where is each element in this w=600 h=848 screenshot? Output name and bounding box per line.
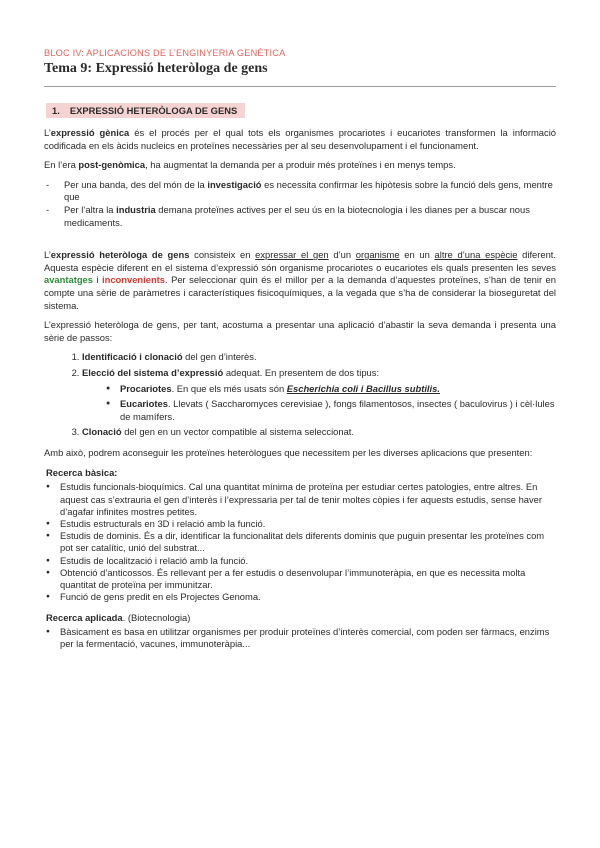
header-divider <box>44 86 556 87</box>
definition-paragraph: L’expressió heteròloga de gens consisteix en expressar el gen d’un organisme en un altre d’una espècie diferent. Aquesta espècie diferent en el sistema d’expressió són organisme procariotes o eucariotes els quals presenten les seves avantatges i inconvenients. Per seleccionar quin és el millor per a la demanda d’aquestes proteïnes, s’han de tenir en compte una sèrie de paràmetres i característiques fisicoquímiques, a la vegada que s’ha de considerar la bioseguretat del sistema. <box>44 249 557 311</box>
step-1: 1. Identificació i clonació del gen d’interès. <box>82 351 556 364</box>
applied-research-heading: Recerca aplicada. (Biotecnologia) <box>46 611 191 623</box>
step-3: 3. Clonació del gen en un vector compatible al sistema seleccionat. <box>82 426 556 439</box>
system-eukaryotes: ● Eucariotes. Llevats ( Saccharomyces cerevisiae ), fongs filamentosos, insectes ( baculovirus ) i cèl·lules de mamífers. <box>106 398 556 423</box>
topic-name: Expressió heteròloga de gens <box>95 61 268 76</box>
prokaryote-examples: Escherichia coli i Bacillus subtilis. <box>286 382 440 394</box>
advantages-highlight: avantatges <box>44 274 93 286</box>
section-title-text: EXPRESSIÓ HETERÒLOGA DE GENS <box>69 105 238 116</box>
section-heading <box>46 103 245 118</box>
steps-list <box>44 351 556 439</box>
term-gene-expression: expressió gènica <box>50 127 130 138</box>
list-item: ● Estudis funcionals-bioquímics. Cal una quantitat mínima de proteïna per estudiar certes patologies, entre altres. En aquest cas s’extrauria el gen d’interès i l’expressaria per tal de tenir moltes còpies i fer aquests estudis, sense haver d’agafar infinites mostres petites. <box>46 481 556 518</box>
basic-research-heading: Recerca bàsica: <box>46 467 118 479</box>
list-item: ● Estudis de localització i relació amb la funció. <box>46 555 556 567</box>
topic-title <box>44 61 556 77</box>
demand-item-industry: - Per l’altra la industria demana proteïnes actives per el seu ús en la biotecnologia i les dianes per a buscar nous medicaments. <box>44 204 556 229</box>
list-item: ● Obtenció d’anticossos. És rellevant per a fer estudis o desenvolupar l’immunoteràpia, en que es necessita molta quantitat de proteïna per immunitzar. <box>46 567 556 591</box>
list-item: ● Funció de gens predit en els Projectes Genoma. <box>46 591 556 603</box>
steps-intro: L’expressió heteròloga de gens, per tant, acostuma a presentar una aplicació d’abastir la seva demanda i presenta una sèrie de passos: <box>44 319 556 343</box>
basic-research-list <box>44 481 556 603</box>
demand-item-research: - Per una banda, des del món de la investigació es necessita confirmar les hipòtesis sobre la funció dels gens, mentre que <box>44 179 556 204</box>
term-heterologous-expression: expressió heteròloga de gens <box>50 249 190 261</box>
list-item: ● Bàsicament es basa en utilitzar organismes per produir proteïnes d’interès comercial, com poden ser fàrmacs, enzims per la fermentació, vacunes, immunoteràpia... <box>46 626 556 650</box>
topic-prefix: Tema 9: <box>44 61 96 76</box>
step-2: 2. Elecció del sistema d’expressió adequat. En presentem de dos tipus: ● Procariotes. En que els més usats són Escherichia coli i Bacillus subtilis. ● Eucariotes. Llevats ( Saccharomyces cerevisiae ), fongs filamentosos, insectes ( baculovirus ) i cèl·lules de mamífers. <box>82 367 556 423</box>
term-post-genomic: post-genòmica <box>78 159 146 171</box>
system-prokaryotes: ● Procariotes. En que els més usats són Escherichia coli i Bacillus subtilis. <box>106 383 556 396</box>
block-heading: BLOC IV: APLICACIONS DE L’ENGINYERIA GENÈTICA <box>44 48 286 58</box>
demand-list <box>44 179 556 229</box>
applied-research-list <box>44 626 556 650</box>
drawbacks-highlight: inconvenients <box>101 274 166 286</box>
intro-paragraph-2: En l’era post-genòmica, ha augmentat la demanda per a produir més proteïnes i en menys temps. <box>44 159 456 171</box>
spacer <box>44 239 556 249</box>
intro-paragraph-1: L’expressió gènica és el procés per el qual tots els organismes procariotes i eucariotes transformen la informació codificada en els àcids nucleics en proteïnes necessàries per al seu desenvolupament i el funcionament. <box>44 127 556 151</box>
closing-paragraph: Amb això, podrem aconseguir les proteïnes heteròlogues que necessitem per les diverses aplicacions que presenten: <box>44 446 533 458</box>
list-item: ● Estudis estructurals en 3D i relació amb la funció. <box>46 518 556 530</box>
section-number: 1. <box>52 105 60 116</box>
system-types-list <box>82 383 556 424</box>
list-item: ● Estudis de dominis. És a dir, identificar la funcionalitat dels diferents dominis que puguin presentar les proteïnes com pot ser catalític, unió del substrat... <box>46 530 556 554</box>
